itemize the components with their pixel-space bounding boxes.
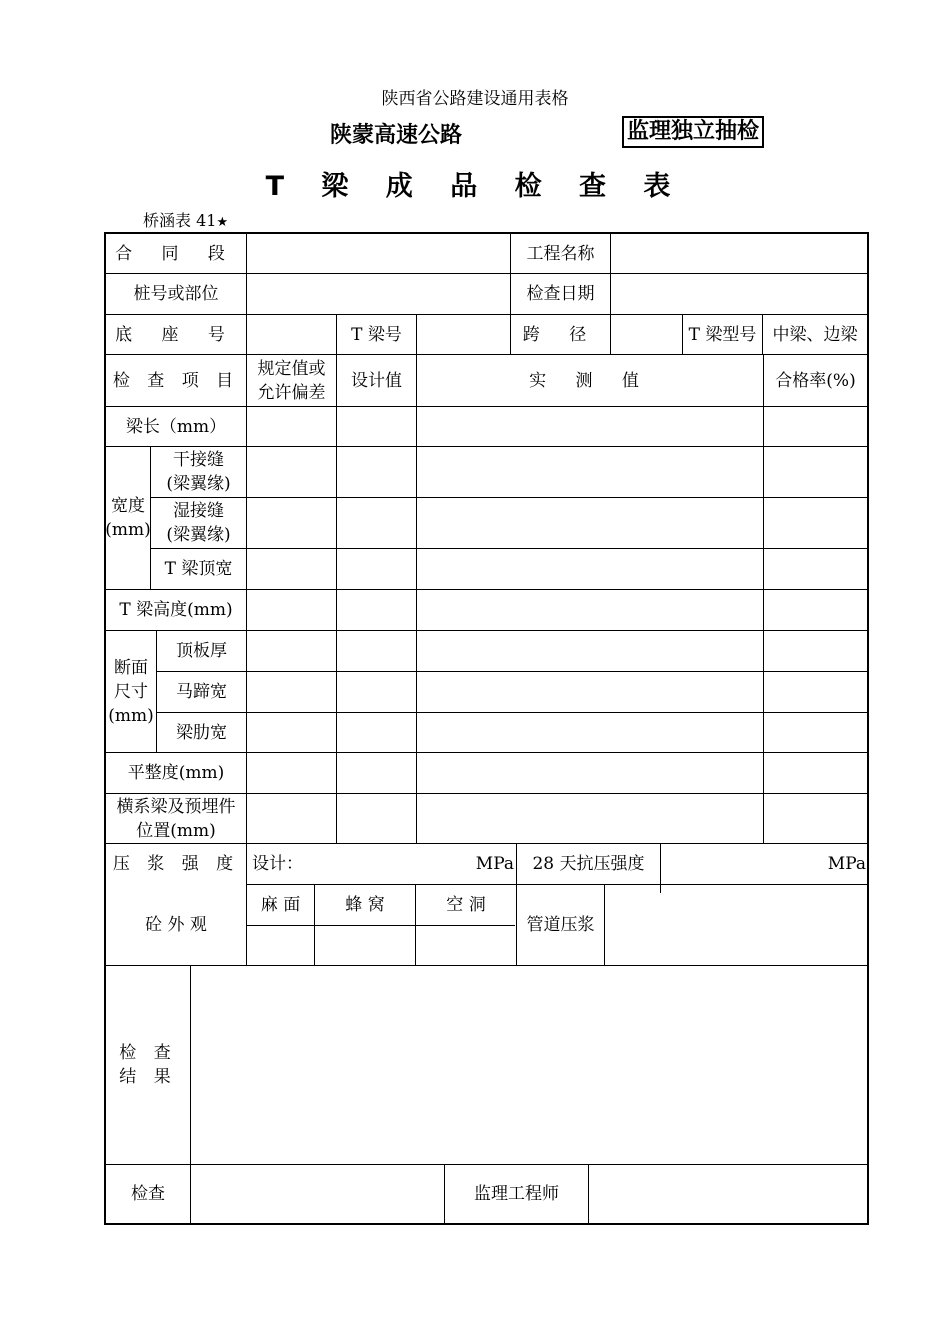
inspection-table bbox=[104, 232, 869, 1225]
appearance-pitted: 麻 面 bbox=[260, 895, 301, 915]
col-header-pass-rate: 合格率(%) bbox=[775, 370, 856, 391]
appearance-honeycomb: 蜂 窝 bbox=[345, 895, 385, 915]
span-value[interactable] bbox=[611, 315, 682, 354]
col-header-tolerance: 规定值或 允许偏差 bbox=[257, 358, 326, 403]
row-group-width: 宽度 (mm) bbox=[105, 496, 151, 540]
row-group-section: 断面 尺寸 (mm) bbox=[108, 657, 154, 726]
supervisor-signature[interactable] bbox=[589, 1165, 867, 1223]
form-series-title: 陕西省公路建设通用表格 bbox=[381, 89, 569, 109]
supervisor-label: 监理工程师 bbox=[474, 1184, 559, 1204]
grout-design-unit: MPa bbox=[475, 854, 514, 874]
inspector-label: 检查 bbox=[131, 1184, 165, 1204]
grout-28day-label: 28 天抗压强度 bbox=[532, 854, 645, 874]
beam-no-value[interactable] bbox=[417, 315, 510, 354]
appearance-voids: 空 洞 bbox=[446, 895, 486, 915]
form-number bbox=[143, 208, 228, 231]
pedestal-no-label: 底 座 号 bbox=[115, 324, 237, 345]
road-name: 陕蒙高速公路 bbox=[330, 123, 463, 148]
project-name-value[interactable] bbox=[611, 234, 867, 273]
row-crossbeam: 横系梁及预埋件 位置(mm) bbox=[116, 796, 236, 841]
row-web-width: 梁肋宽 bbox=[176, 722, 227, 743]
form-number-text: 桥涵表 41 bbox=[143, 211, 217, 230]
supervision-stamp: 监理独立抽检 bbox=[622, 116, 764, 148]
grout-design-label: 设计： bbox=[252, 854, 303, 874]
pedestal-no-value[interactable] bbox=[247, 315, 336, 354]
station-value[interactable] bbox=[247, 274, 510, 314]
row-beam-height: T 梁高度(mm) bbox=[119, 600, 233, 620]
inspection-date-value[interactable] bbox=[611, 274, 867, 314]
inspector-signature[interactable] bbox=[191, 1165, 444, 1223]
appearance-label: 砼 外 观 bbox=[145, 915, 207, 935]
col-header-item: 检 查 项 目 bbox=[112, 370, 240, 391]
row-top-width: T 梁顶宽 bbox=[164, 559, 233, 579]
project-name-label: 工程名称 bbox=[526, 243, 595, 264]
station-label: 桩号或部位 bbox=[133, 284, 219, 304]
duct-grouting-label: 管道压浆 bbox=[526, 915, 595, 935]
inspection-date-label: 检查日期 bbox=[526, 284, 595, 304]
grout-28day-unit: MPa bbox=[827, 854, 866, 874]
contract-section-value[interactable] bbox=[247, 234, 510, 273]
beam-no-label: T 梁号 bbox=[351, 324, 402, 345]
grout-strength-label: 压 浆 强 度 bbox=[112, 854, 240, 874]
contract-section-label: 合 同 段 bbox=[115, 243, 237, 264]
row-dry-joint: 干接缝 (梁翼缘) bbox=[166, 450, 231, 494]
row-beam-length: 梁长（mm） bbox=[125, 416, 227, 437]
result-label: 检 查 结 果 bbox=[119, 1043, 177, 1087]
page-title: T 梁 成 品 检 查 表 bbox=[265, 171, 685, 202]
row-wet-joint: 湿接缝 (梁翼缘) bbox=[166, 501, 231, 545]
col-header-measured: 实 测 值 bbox=[529, 370, 651, 391]
result-area[interactable] bbox=[191, 966, 867, 1164]
beam-type-value: 中梁、边梁 bbox=[772, 324, 858, 345]
col-header-design: 设计值 bbox=[351, 370, 402, 391]
beam-type-label: T 梁型号 bbox=[688, 324, 757, 345]
span-label: 跨 径 bbox=[522, 324, 599, 345]
row-flatness: 平整度(mm) bbox=[127, 763, 225, 783]
row-top-plate: 顶板厚 bbox=[176, 641, 227, 661]
row-bottom-flange: 马蹄宽 bbox=[176, 682, 227, 702]
star-icon: ★ bbox=[216, 215, 229, 230]
